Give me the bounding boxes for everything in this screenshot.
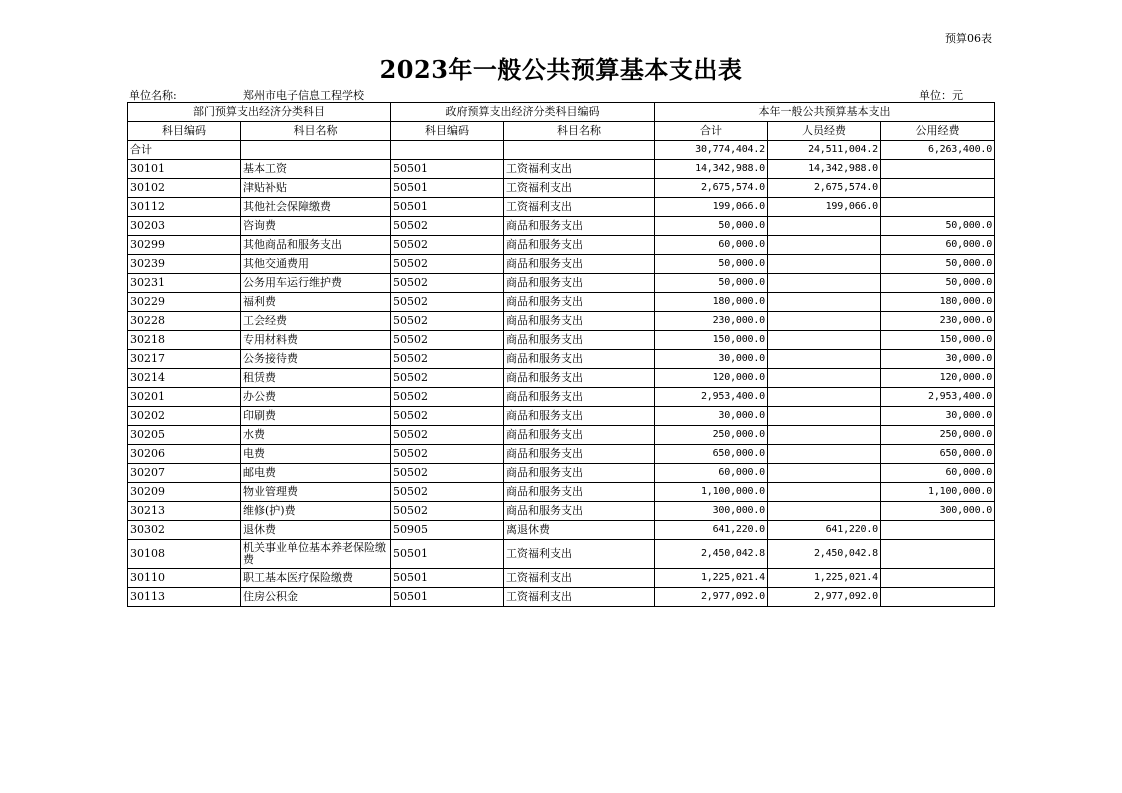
personnel-cell — [768, 407, 881, 426]
dept-code-cell: 30112 — [128, 198, 241, 217]
total-cell: 180,000.0 — [655, 293, 768, 312]
public-cell: 650,000.0 — [881, 445, 995, 464]
budget-table — [127, 102, 995, 607]
total-cell: 230,000.0 — [655, 312, 768, 331]
table-body — [128, 141, 995, 607]
public-cell: 300,000.0 — [881, 502, 995, 521]
dept-code-cell: 30113 — [128, 588, 241, 607]
gov-name-cell: 工资福利支出 — [504, 569, 655, 588]
personnel-cell: 199,066.0 — [768, 198, 881, 217]
total-personnel-cell: 24,511,004.2 — [768, 141, 881, 160]
public-cell: 30,000.0 — [881, 350, 995, 369]
table-row — [128, 255, 995, 274]
dept-code-cell: 30209 — [128, 483, 241, 502]
dept-code-cell: 30302 — [128, 521, 241, 540]
personnel-cell — [768, 331, 881, 350]
dept-name-cell: 公务接待费 — [241, 350, 391, 369]
personnel-cell — [768, 388, 881, 407]
gov-name-cell: 商品和服务支出 — [504, 331, 655, 350]
dept-code-cell: 30231 — [128, 274, 241, 293]
dept-code-cell: 30110 — [128, 569, 241, 588]
dept-code-cell: 30206 — [128, 445, 241, 464]
gov-code-cell: 50501 — [391, 179, 504, 198]
dept-code-cell: 30214 — [128, 369, 241, 388]
table-row — [128, 426, 995, 445]
public-cell: 230,000.0 — [881, 312, 995, 331]
total-sum-cell: 30,774,404.2 — [655, 141, 768, 160]
gov-code-cell: 50501 — [391, 588, 504, 607]
gov-code-cell: 50502 — [391, 445, 504, 464]
table-row — [128, 160, 995, 179]
table-row — [128, 569, 995, 588]
total-cell: 2,675,574.0 — [655, 179, 768, 198]
table-row — [128, 236, 995, 255]
gov-name-cell: 商品和服务支出 — [504, 464, 655, 483]
gov-code-cell: 50502 — [391, 464, 504, 483]
table-row — [128, 293, 995, 312]
gov-name-cell: 商品和服务支出 — [504, 483, 655, 502]
public-cell — [881, 569, 995, 588]
total-cell: 30,000.0 — [655, 350, 768, 369]
gov-code-cell: 50502 — [391, 217, 504, 236]
total-cell: 30,000.0 — [655, 407, 768, 426]
total-cell: 2,953,400.0 — [655, 388, 768, 407]
dept-code-cell: 30203 — [128, 217, 241, 236]
public-cell: 2,953,400.0 — [881, 388, 995, 407]
dept-name-cell: 职工基本医疗保险缴费 — [241, 569, 391, 588]
col-header-personnel: 人员经费 — [768, 122, 881, 141]
personnel-cell — [768, 312, 881, 331]
dept-name-cell: 其他社会保障缴费 — [241, 198, 391, 217]
public-cell: 50,000.0 — [881, 274, 995, 293]
gov-name-cell: 工资福利支出 — [504, 160, 655, 179]
public-cell — [881, 588, 995, 607]
public-cell: 60,000.0 — [881, 236, 995, 255]
page-title: 2023年一般公共预算基本支出表 — [379, 55, 743, 84]
dept-name-cell: 维修(护)费 — [241, 502, 391, 521]
gov-name-cell: 商品和服务支出 — [504, 407, 655, 426]
dept-code-cell: 30205 — [128, 426, 241, 445]
dept-name-cell: 邮电费 — [241, 464, 391, 483]
table-row — [128, 274, 995, 293]
dept-name-cell: 住房公积金 — [241, 588, 391, 607]
personnel-cell: 1,225,021.4 — [768, 569, 881, 588]
personnel-cell — [768, 350, 881, 369]
gov-code-cell: 50501 — [391, 569, 504, 588]
table-row — [128, 521, 995, 540]
personnel-cell — [768, 483, 881, 502]
public-cell — [881, 521, 995, 540]
dept-name-cell: 物业管理费 — [241, 483, 391, 502]
personnel-cell: 14,342,988.0 — [768, 160, 881, 179]
dept-name-cell: 电费 — [241, 445, 391, 464]
dept-name-cell: 水费 — [241, 426, 391, 445]
header-dept-group: 部门预算支出经济分类科目 — [128, 103, 391, 122]
col-header-dept-code: 科目编码 — [128, 122, 241, 141]
public-cell: 180,000.0 — [881, 293, 995, 312]
personnel-cell — [768, 274, 881, 293]
table-row — [128, 388, 995, 407]
gov-name-cell: 商品和服务支出 — [504, 236, 655, 255]
public-cell: 30,000.0 — [881, 407, 995, 426]
gov-name-cell: 商品和服务支出 — [504, 217, 655, 236]
total-cell: 150,000.0 — [655, 331, 768, 350]
gov-code-cell: 50501 — [391, 198, 504, 217]
col-header-gov-name: 科目名称 — [504, 122, 655, 141]
personnel-cell: 641,220.0 — [768, 521, 881, 540]
dept-name-cell: 工会经费 — [241, 312, 391, 331]
gov-code-cell: 50905 — [391, 521, 504, 540]
dept-code-cell: 30213 — [128, 502, 241, 521]
total-cell: 641,220.0 — [655, 521, 768, 540]
total-cell: 300,000.0 — [655, 502, 768, 521]
gov-name-cell: 工资福利支出 — [504, 540, 655, 569]
table-row — [128, 445, 995, 464]
table-row — [128, 198, 995, 217]
dept-name-cell: 基本工资 — [241, 160, 391, 179]
header-column-row — [128, 122, 995, 141]
public-cell: 120,000.0 — [881, 369, 995, 388]
dept-name-cell: 办公费 — [241, 388, 391, 407]
gov-name-cell: 商品和服务支出 — [504, 255, 655, 274]
dept-name-cell: 福利费 — [241, 293, 391, 312]
header-gov-group: 政府预算支出经济分类科目编码 — [391, 103, 655, 122]
total-empty-cell — [391, 141, 504, 160]
table-row — [128, 179, 995, 198]
header-budget-group: 本年一般公共预算基本支出 — [655, 103, 995, 122]
gov-name-cell: 工资福利支出 — [504, 198, 655, 217]
total-cell: 1,100,000.0 — [655, 483, 768, 502]
dept-name-cell: 专用材料费 — [241, 331, 391, 350]
total-cell: 2,977,092.0 — [655, 588, 768, 607]
total-cell: 199,066.0 — [655, 198, 768, 217]
table-row — [128, 217, 995, 236]
personnel-cell — [768, 255, 881, 274]
form-number: 预算06表 — [945, 32, 992, 45]
col-header-public: 公用经费 — [881, 122, 995, 141]
public-cell: 250,000.0 — [881, 426, 995, 445]
total-cell: 1,225,021.4 — [655, 569, 768, 588]
gov-code-cell: 50502 — [391, 483, 504, 502]
total-cell: 250,000.0 — [655, 426, 768, 445]
table-row — [128, 588, 995, 607]
col-header-gov-code: 科目编码 — [391, 122, 504, 141]
dept-name-cell: 其他交通费用 — [241, 255, 391, 274]
total-empty-cell — [241, 141, 391, 160]
personnel-cell — [768, 426, 881, 445]
total-cell: 2,450,042.8 — [655, 540, 768, 569]
total-cell: 50,000.0 — [655, 255, 768, 274]
total-cell: 60,000.0 — [655, 464, 768, 483]
dept-code-cell: 30108 — [128, 540, 241, 569]
dept-code-cell: 30228 — [128, 312, 241, 331]
dept-code-cell: 30239 — [128, 255, 241, 274]
gov-name-cell: 商品和服务支出 — [504, 426, 655, 445]
table-meta — [129, 87, 993, 101]
dept-name-cell: 退休费 — [241, 521, 391, 540]
dept-code-cell: 30229 — [128, 293, 241, 312]
total-cell: 50,000.0 — [655, 274, 768, 293]
personnel-cell — [768, 293, 881, 312]
col-header-dept-name: 科目名称 — [241, 122, 391, 141]
table-row — [128, 407, 995, 426]
gov-code-cell: 50502 — [391, 502, 504, 521]
gov-code-cell: 50502 — [391, 388, 504, 407]
public-cell: 50,000.0 — [881, 255, 995, 274]
gov-code-cell: 50502 — [391, 350, 504, 369]
dept-code-cell: 30201 — [128, 388, 241, 407]
gov-code-cell: 50502 — [391, 407, 504, 426]
table-row — [128, 369, 995, 388]
personnel-cell: 2,675,574.0 — [768, 179, 881, 198]
gov-code-cell: 50501 — [391, 160, 504, 179]
personnel-cell — [768, 445, 881, 464]
gov-name-cell: 商品和服务支出 — [504, 293, 655, 312]
gov-name-cell: 商品和服务支出 — [504, 312, 655, 331]
dept-code-cell: 30218 — [128, 331, 241, 350]
public-cell — [881, 160, 995, 179]
gov-code-cell: 50502 — [391, 426, 504, 445]
personnel-cell — [768, 236, 881, 255]
gov-name-cell: 工资福利支出 — [504, 588, 655, 607]
gov-name-cell: 商品和服务支出 — [504, 369, 655, 388]
personnel-cell — [768, 369, 881, 388]
dept-name-cell: 公务用车运行维护费 — [241, 274, 391, 293]
personnel-cell: 2,977,092.0 — [768, 588, 881, 607]
gov-code-cell: 50502 — [391, 312, 504, 331]
header-group-row — [128, 103, 995, 122]
public-cell: 60,000.0 — [881, 464, 995, 483]
table-row — [128, 540, 995, 569]
gov-code-cell: 50502 — [391, 274, 504, 293]
dept-code-cell: 30207 — [128, 464, 241, 483]
personnel-cell — [768, 217, 881, 236]
table-row — [128, 350, 995, 369]
total-cell: 120,000.0 — [655, 369, 768, 388]
dept-name-cell: 咨询费 — [241, 217, 391, 236]
public-cell: 150,000.0 — [881, 331, 995, 350]
dept-name-cell: 租赁费 — [241, 369, 391, 388]
dept-name-cell: 机关事业单位基本养老保险缴费 — [241, 540, 391, 569]
total-public-cell: 6,263,400.0 — [881, 141, 995, 160]
gov-code-cell: 50502 — [391, 369, 504, 388]
gov-name-cell: 商品和服务支出 — [504, 502, 655, 521]
gov-code-cell: 50502 — [391, 255, 504, 274]
dept-code-cell: 30299 — [128, 236, 241, 255]
dept-code-cell: 30101 — [128, 160, 241, 179]
gov-code-cell: 50502 — [391, 293, 504, 312]
gov-name-cell: 商品和服务支出 — [504, 388, 655, 407]
personnel-cell — [768, 464, 881, 483]
gov-name-cell: 商品和服务支出 — [504, 445, 655, 464]
unit-name-value: 郑州市电子信息工程学校 — [243, 89, 364, 102]
gov-name-cell: 商品和服务支出 — [504, 350, 655, 369]
col-header-total: 合计 — [655, 122, 768, 141]
public-cell: 50,000.0 — [881, 217, 995, 236]
unit-name-label: 单位名称: — [129, 89, 177, 102]
dept-name-cell: 其他商品和服务支出 — [241, 236, 391, 255]
public-cell — [881, 198, 995, 217]
dept-name-cell: 津贴补贴 — [241, 179, 391, 198]
public-cell: 1,100,000.0 — [881, 483, 995, 502]
dept-code-cell: 30217 — [128, 350, 241, 369]
total-empty-cell — [504, 141, 655, 160]
table-row — [128, 483, 995, 502]
dept-name-cell: 印刷费 — [241, 407, 391, 426]
table-row — [128, 312, 995, 331]
gov-code-cell: 50502 — [391, 331, 504, 350]
gov-code-cell: 50501 — [391, 540, 504, 569]
gov-name-cell: 商品和服务支出 — [504, 274, 655, 293]
total-label: 合计 — [128, 141, 241, 160]
table-row — [128, 502, 995, 521]
table-row — [128, 331, 995, 350]
total-row — [128, 141, 995, 160]
currency-unit-label: 单位：元 — [919, 89, 963, 102]
public-cell — [881, 540, 995, 569]
personnel-cell — [768, 502, 881, 521]
total-cell: 14,342,988.0 — [655, 160, 768, 179]
personnel-cell: 2,450,042.8 — [768, 540, 881, 569]
total-cell: 650,000.0 — [655, 445, 768, 464]
public-cell — [881, 179, 995, 198]
dept-code-cell: 30102 — [128, 179, 241, 198]
gov-name-cell: 离退休费 — [504, 521, 655, 540]
gov-name-cell: 工资福利支出 — [504, 179, 655, 198]
table-row — [128, 464, 995, 483]
gov-code-cell: 50502 — [391, 236, 504, 255]
dept-code-cell: 30202 — [128, 407, 241, 426]
total-cell: 50,000.0 — [655, 217, 768, 236]
total-cell: 60,000.0 — [655, 236, 768, 255]
